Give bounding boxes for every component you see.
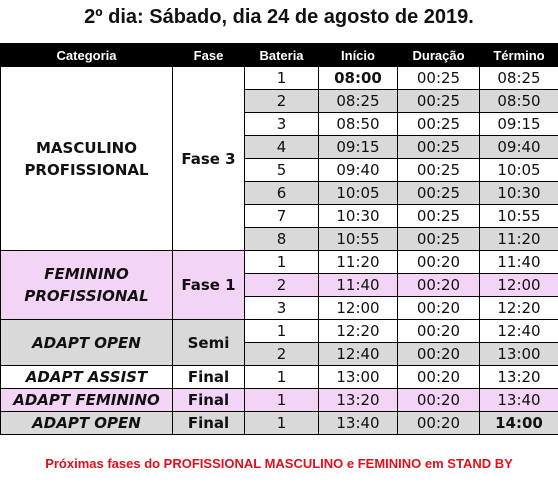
inicio-cell: 13:40 bbox=[319, 412, 398, 435]
bateria-cell: 3 bbox=[245, 297, 319, 320]
bateria-cell: 6 bbox=[245, 182, 319, 205]
bateria-cell: 7 bbox=[245, 205, 319, 228]
bateria-cell: 1 bbox=[245, 412, 319, 435]
duracao-cell: 00:25 bbox=[398, 182, 480, 205]
inicio-cell: 09:40 bbox=[319, 159, 398, 182]
duracao-cell: 00:25 bbox=[398, 205, 480, 228]
category-label-line: FEMININO bbox=[44, 265, 129, 283]
inicio-cell: 12:20 bbox=[319, 320, 398, 343]
termino-cell: 08:50 bbox=[480, 90, 558, 113]
termino-cell: 14:00 bbox=[480, 412, 558, 435]
category-label-line: PROFISSIONAL bbox=[24, 287, 149, 305]
inicio-cell: 08:00 bbox=[319, 67, 398, 90]
column-header-bateria: Bateria bbox=[245, 44, 319, 67]
column-header-inicio: Início bbox=[319, 44, 398, 67]
inicio-cell: 10:55 bbox=[319, 228, 398, 251]
duracao-cell: 00:20 bbox=[398, 274, 480, 297]
duracao-cell: 00:20 bbox=[398, 412, 480, 435]
duracao-cell: 00:20 bbox=[398, 251, 480, 274]
termino-cell: 13:40 bbox=[480, 389, 558, 412]
bateria-cell: 8 bbox=[245, 228, 319, 251]
inicio-cell: 12:00 bbox=[319, 297, 398, 320]
table-row bbox=[1, 412, 558, 435]
duracao-cell: 00:25 bbox=[398, 136, 480, 159]
fase-cell: Final bbox=[173, 389, 245, 412]
inicio-cell: 13:00 bbox=[319, 366, 398, 389]
inicio-cell: 12:40 bbox=[319, 343, 398, 366]
termino-cell: 10:30 bbox=[480, 182, 558, 205]
duracao-cell: 00:20 bbox=[398, 343, 480, 366]
termino-cell: 08:25 bbox=[480, 67, 558, 90]
fase-cell: Fase 3 bbox=[173, 67, 245, 251]
duracao-cell: 00:25 bbox=[398, 228, 480, 251]
duracao-cell: 00:25 bbox=[398, 67, 480, 90]
bateria-cell: 2 bbox=[245, 343, 319, 366]
column-header-fase: Fase bbox=[173, 44, 245, 67]
bateria-cell: 1 bbox=[245, 251, 319, 274]
fase-cell: Semi bbox=[173, 320, 245, 366]
category-cell bbox=[1, 67, 173, 251]
termino-cell: 12:40 bbox=[480, 320, 558, 343]
duracao-cell: 00:20 bbox=[398, 366, 480, 389]
duracao-cell: 00:25 bbox=[398, 159, 480, 182]
termino-cell: 13:20 bbox=[480, 366, 558, 389]
table-row bbox=[1, 389, 558, 412]
inicio-cell: 08:50 bbox=[319, 113, 398, 136]
category-cell: ADAPT ASSIST bbox=[1, 366, 173, 389]
column-header-categoria: Categoria bbox=[1, 44, 173, 67]
termino-cell: 12:20 bbox=[480, 297, 558, 320]
inicio-cell: 11:40 bbox=[319, 274, 398, 297]
schedule-table bbox=[0, 43, 558, 435]
bateria-cell: 2 bbox=[245, 274, 319, 297]
category-label-line: PROFISSIONAL bbox=[24, 160, 149, 179]
bateria-cell: 1 bbox=[245, 320, 319, 343]
page-title: 2º dia: Sábado, dia 24 de agosto de 2019. bbox=[84, 6, 474, 28]
inicio-cell: 10:05 bbox=[319, 182, 398, 205]
termino-cell: 10:05 bbox=[480, 159, 558, 182]
duracao-cell: 00:20 bbox=[398, 297, 480, 320]
inicio-cell: 11:20 bbox=[319, 251, 398, 274]
bateria-cell: 2 bbox=[245, 90, 319, 113]
bateria-cell: 4 bbox=[245, 136, 319, 159]
bateria-cell: 3 bbox=[245, 113, 319, 136]
bateria-cell: 5 bbox=[245, 159, 319, 182]
category-cell: ADAPT OPEN bbox=[1, 412, 173, 435]
category-label-line: MASCULINO bbox=[36, 138, 137, 157]
duracao-cell: 00:25 bbox=[398, 113, 480, 136]
table-row bbox=[1, 366, 558, 389]
termino-cell: 12:00 bbox=[480, 274, 558, 297]
bateria-cell: 1 bbox=[245, 67, 319, 90]
table-row bbox=[1, 251, 558, 274]
inicio-cell: 08:25 bbox=[319, 90, 398, 113]
category-cell: ADAPT OPEN bbox=[1, 320, 173, 366]
termino-cell: 13:00 bbox=[480, 343, 558, 366]
fase-cell: Final bbox=[173, 412, 245, 435]
inicio-cell: 13:20 bbox=[319, 389, 398, 412]
table-header-row bbox=[1, 44, 558, 67]
duracao-cell: 00:25 bbox=[398, 90, 480, 113]
bateria-cell: 1 bbox=[245, 389, 319, 412]
footer-note: Próximas fases do PROFISSIONAL MASCULINO e FEMININO em STAND BY bbox=[45, 456, 513, 471]
termino-cell: 11:40 bbox=[480, 251, 558, 274]
bateria-cell: 1 bbox=[245, 366, 319, 389]
column-header-duracao: Duração bbox=[398, 44, 480, 67]
column-header-termino: Término bbox=[480, 44, 558, 67]
termino-cell: 11:20 bbox=[480, 228, 558, 251]
inicio-cell: 09:15 bbox=[319, 136, 398, 159]
category-cell: ADAPT FEMININO bbox=[1, 389, 173, 412]
termino-cell: 10:55 bbox=[480, 205, 558, 228]
duracao-cell: 00:20 bbox=[398, 389, 480, 412]
termino-cell: 09:40 bbox=[480, 136, 558, 159]
fase-cell: Fase 1 bbox=[173, 251, 245, 320]
table-row bbox=[1, 320, 558, 343]
inicio-cell: 10:30 bbox=[319, 205, 398, 228]
duracao-cell: 00:20 bbox=[398, 320, 480, 343]
termino-cell: 09:15 bbox=[480, 113, 558, 136]
category-cell bbox=[1, 251, 173, 320]
table-row bbox=[1, 67, 558, 90]
fase-cell: Final bbox=[173, 366, 245, 389]
